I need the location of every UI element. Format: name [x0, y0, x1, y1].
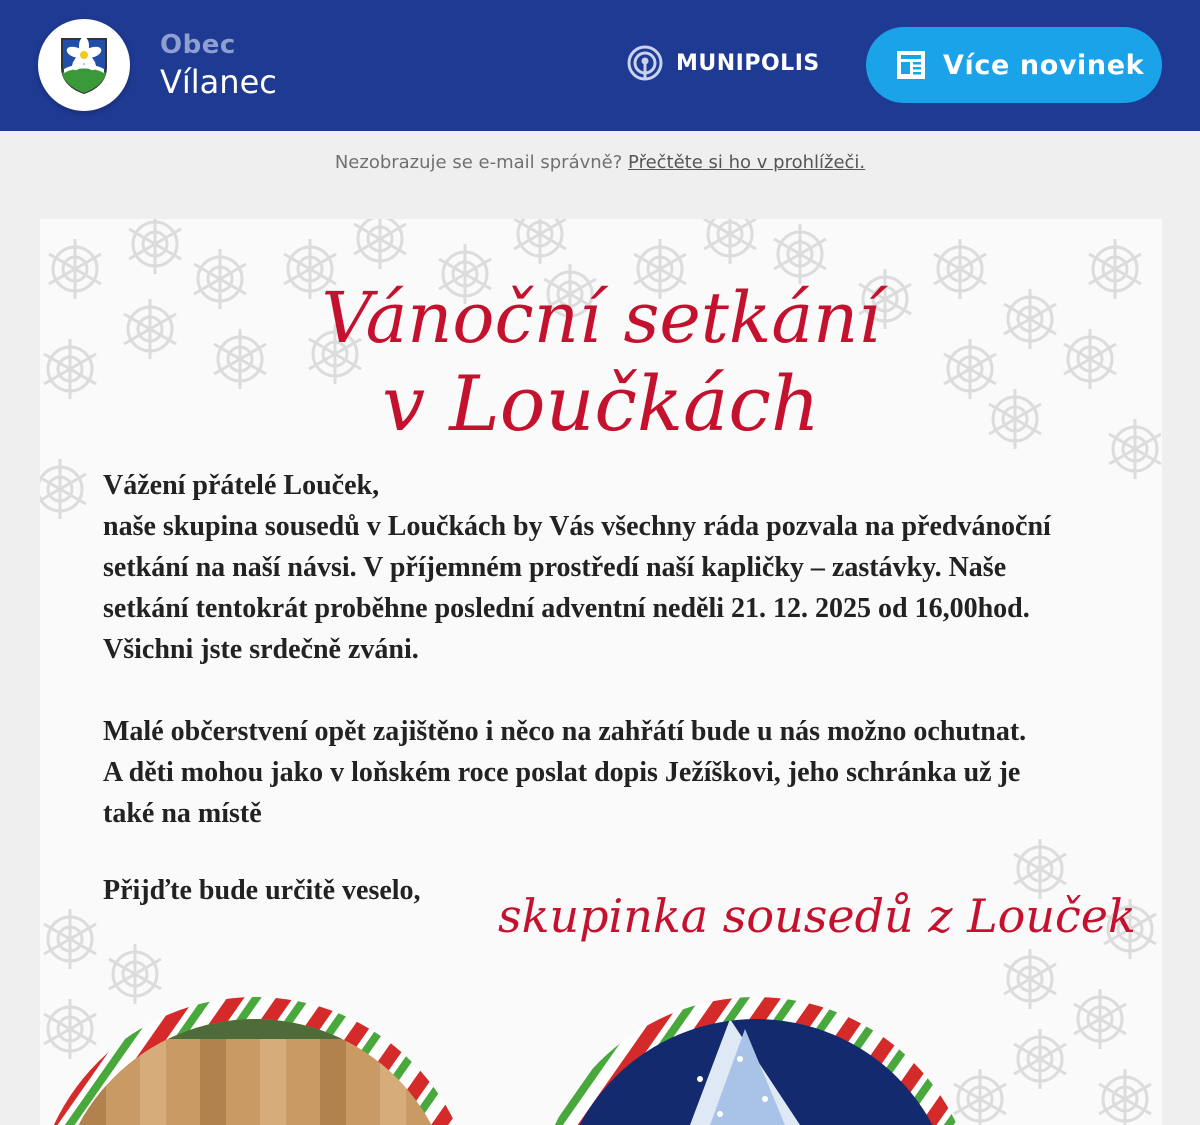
newspaper-icon	[896, 50, 926, 80]
munipolis-signal-icon	[626, 44, 664, 82]
munipolis-wordmark: MUNIPOLIS	[676, 50, 820, 76]
paragraph-line: Malé občerstvení opět zajištěno i něco na zahřátí bude u nás možno ochutnat.	[103, 716, 1027, 747]
org-name-label: Vílanec	[160, 63, 277, 101]
paragraph-line: A děti mohou jako v loňském roce poslat dopis Ježíškovi, jeho schránka už je	[103, 757, 1021, 788]
paragraph-line: setkání tentokrát proběhne poslední adventní neděli 21. 12. 2025 od 16,00hod.	[103, 593, 1030, 624]
preheader	[0, 152, 1200, 173]
poster-title-line1: Vánoční setkání	[321, 277, 881, 359]
org-kind-label: Obec	[160, 30, 236, 60]
village-crest-logo[interactable]	[38, 19, 130, 111]
more-news-label: Více novinek	[943, 49, 1145, 81]
poster-title-line2: v Loučkách	[382, 359, 820, 448]
munipolis-brand[interactable]	[626, 44, 820, 82]
christmas-poster-image	[40, 219, 1162, 1125]
closing-line: Přijďte bude určitě veselo,	[103, 875, 421, 906]
paragraph-line: Všichni jste srdečně zváni.	[103, 634, 419, 665]
signature: skupinka sousedů z Louček	[498, 889, 1136, 943]
preheader-text: Nezobrazuje se e-mail správně?	[334, 152, 623, 173]
view-in-browser-link[interactable]: Přečtěte si ho v prohlížeči.	[628, 152, 866, 173]
paragraph-line: naše skupina sousedů v Loučkách by Vás všechny ráda pozvala na předvánoční	[103, 511, 1051, 542]
greeting-line: Vážení přátelé Louček,	[103, 470, 380, 501]
coat-of-arms-icon	[58, 35, 110, 95]
photo-chapel	[40, 997, 490, 1125]
header-bar	[0, 0, 1200, 131]
paragraph-line: setkání na naší návsi. V příjemném prostředí naší kapličky – zastávky. Naše	[103, 552, 1007, 583]
paragraph-line: také na místě	[103, 798, 262, 829]
more-news-button[interactable]	[866, 27, 1162, 103]
poster-photos	[40, 219, 1162, 1125]
photo-christmas-tree	[534, 997, 990, 1125]
